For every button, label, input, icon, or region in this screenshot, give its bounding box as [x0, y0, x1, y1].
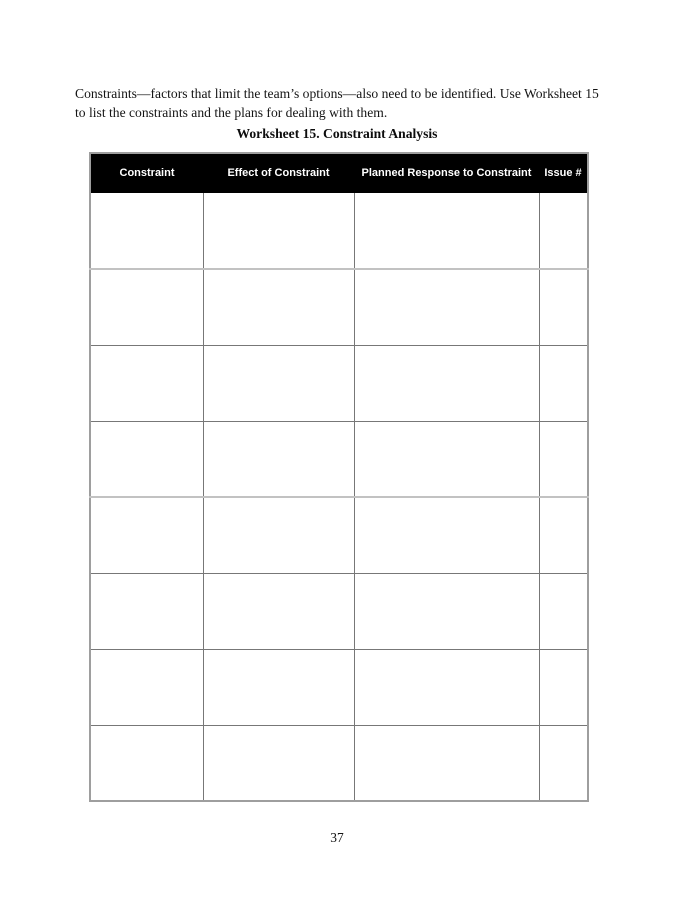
table-cell-empty — [354, 269, 539, 345]
table-cell-empty — [203, 725, 354, 801]
table-row — [90, 193, 588, 269]
table-row — [90, 649, 588, 725]
table-cell-empty — [90, 497, 203, 573]
table-row — [90, 573, 588, 649]
table-cell-empty — [203, 649, 354, 725]
table-cell-empty — [90, 421, 203, 497]
table-cell-empty — [203, 345, 354, 421]
table-header-row — [90, 153, 588, 193]
table-cell-empty — [203, 269, 354, 345]
column-header-constraint: Constraint — [90, 153, 203, 193]
table-cell-empty — [539, 269, 588, 345]
table-cell-empty — [354, 497, 539, 573]
table-cell-empty — [203, 497, 354, 573]
table-cell-empty — [354, 345, 539, 421]
table-cell-empty — [539, 421, 588, 497]
table-cell-empty — [539, 193, 588, 269]
table-cell-empty — [539, 573, 588, 649]
table-cell-empty — [203, 421, 354, 497]
worksheet-title: Worksheet 15. Constraint Analysis — [236, 126, 438, 141]
table-cell-empty — [539, 345, 588, 421]
table-cell-empty — [203, 193, 354, 269]
table-cell-empty — [539, 725, 588, 801]
constraint-analysis-table — [89, 152, 589, 802]
table-cell-empty — [354, 421, 539, 497]
table-cell-empty — [90, 725, 203, 801]
table-cell-empty — [539, 497, 588, 573]
table-row — [90, 269, 588, 345]
table-cell-empty — [90, 269, 203, 345]
intro-paragraph: Constraints—factors that limit the team’s options—also need to be identified. Use Worksheet 15 to list the constraints and the plans for dealing with them. — [75, 86, 599, 120]
column-header-planned-response: Planned Response to Constraint — [354, 153, 539, 193]
table-row — [90, 421, 588, 497]
table-cell-empty — [354, 649, 539, 725]
table-cell-empty — [90, 193, 203, 269]
table-cell-empty — [354, 725, 539, 801]
table-cell-empty — [203, 573, 354, 649]
table-cell-empty — [539, 649, 588, 725]
table-cell-empty — [90, 649, 203, 725]
table-row — [90, 725, 588, 801]
table-row — [90, 345, 588, 421]
table-cell-empty — [90, 345, 203, 421]
column-header-issue-number: Issue # — [539, 153, 588, 193]
page-number: 37 — [330, 830, 344, 845]
worksheet-table-body — [90, 193, 588, 801]
table-cell-empty — [90, 573, 203, 649]
table-cell-empty — [354, 573, 539, 649]
column-header-effect-of-constraint: Effect of Constraint — [203, 153, 354, 193]
table-row — [90, 497, 588, 573]
table-cell-empty — [354, 193, 539, 269]
